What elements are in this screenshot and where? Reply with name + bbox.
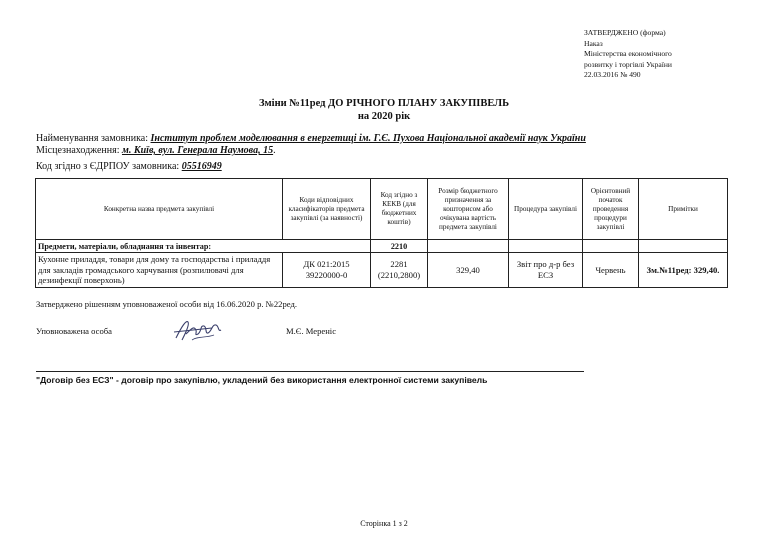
approval-ministry-line2: розвитку і торгівлі України bbox=[584, 59, 672, 69]
footnote-text: "Договір без ЕСЗ" - договір про закупівлю, укладений без використання електронної системи закупівель bbox=[36, 375, 488, 385]
signature-image bbox=[172, 316, 224, 344]
approval-status: ЗАТВЕРДЖЕНО (форма) bbox=[584, 28, 666, 37]
category-empty-cell bbox=[428, 240, 509, 253]
header-kekv: Код згідно з КЕКВ (для бюджетних коштів) bbox=[371, 179, 428, 240]
table-header-row bbox=[36, 179, 728, 240]
authorized-person-name: М.Є. Мереніс bbox=[286, 326, 337, 336]
item-kekv-detail: (2210,2800) bbox=[377, 269, 421, 280]
header-classifier: Коди відповідних класифікаторів предмета закупівлі (за наявності) bbox=[283, 179, 371, 240]
item-classifier-code: ДК 021:2015 bbox=[303, 259, 350, 270]
approval-order: Наказ bbox=[584, 38, 603, 48]
item-classifier bbox=[283, 253, 371, 288]
customer-code-line bbox=[36, 161, 222, 172]
page-title: Зміни №11ред ДО РІЧНОГО ПЛАНУ ЗАКУПІВЕЛЬ bbox=[258, 98, 510, 109]
customer-location-label: Місцезнаходження: bbox=[36, 145, 120, 156]
header-item-name: Конкретна назва предмета закупівлі bbox=[36, 179, 283, 240]
header-start: Орієнтовний початок проведення процедури закупівлі bbox=[583, 179, 639, 240]
customer-code-value: 05516949 bbox=[181, 161, 222, 172]
item-kekv-code: 2281 bbox=[390, 259, 408, 270]
customer-location-suffix: . bbox=[273, 145, 276, 156]
customer-location-line bbox=[36, 145, 276, 156]
customer-location-value: м. Київ, вул. Генерала Наумова, 15 bbox=[121, 145, 274, 156]
item-notes: Зм.№11ред: 329,40. bbox=[639, 253, 728, 288]
page-number: Сторінка 1 з 2 bbox=[360, 519, 408, 528]
item-start: Червень bbox=[583, 253, 639, 288]
approval-date-number: 22.03.2016 № 490 bbox=[584, 70, 641, 80]
approved-by-text: Затверджено рішенням уповноваженої особи від 16.06.2020 р. №22ред. bbox=[36, 299, 297, 309]
authorized-person-label: Уповноважена особа bbox=[36, 326, 112, 336]
item-cpv-code: 39220000-0 bbox=[305, 269, 348, 280]
header-procedure: Процедура закупівлі bbox=[509, 179, 583, 240]
customer-name-value: Інститут проблем моделювання в енергетиці ім. Г.Є. Пухова Національної академії наук України bbox=[150, 133, 586, 144]
category-empty-cell bbox=[639, 240, 728, 253]
category-kekv: 2210 bbox=[371, 240, 428, 253]
approval-block bbox=[584, 28, 672, 81]
customer-name-label: Найменування замовника: bbox=[36, 133, 149, 144]
footnote-divider bbox=[36, 371, 584, 372]
category-empty-cell bbox=[509, 240, 583, 253]
item-amount: 329,40 bbox=[428, 253, 509, 288]
customer-code-label: Код згідно з ЄДРПОУ замовника: bbox=[36, 161, 180, 172]
item-procedure: Звіт про д-р без ЕСЗ bbox=[509, 253, 583, 288]
category-label: Предмети, матеріали, обладнання та інвентар: bbox=[36, 240, 371, 253]
header-notes: Примітки bbox=[639, 179, 728, 240]
item-name: Кухонне приладдя, товари для дому та господарства і приладдя для закладів громадського харчування (розпилювачі для дезинфекції поверхонь) bbox=[36, 253, 283, 288]
item-kekv bbox=[371, 253, 428, 288]
table-row bbox=[36, 253, 728, 288]
page-subtitle: на 2020 рік bbox=[357, 111, 411, 122]
approval-ministry-line1: Міністерства економічного bbox=[584, 49, 672, 59]
header-amount: Розмір бюджетного призначення за кошторисом або очікувана вартість предмета закупівлі bbox=[428, 179, 509, 240]
customer-name-line bbox=[36, 133, 586, 144]
category-empty-cell bbox=[583, 240, 639, 253]
category-row bbox=[36, 240, 728, 253]
procurement-table bbox=[35, 178, 728, 288]
